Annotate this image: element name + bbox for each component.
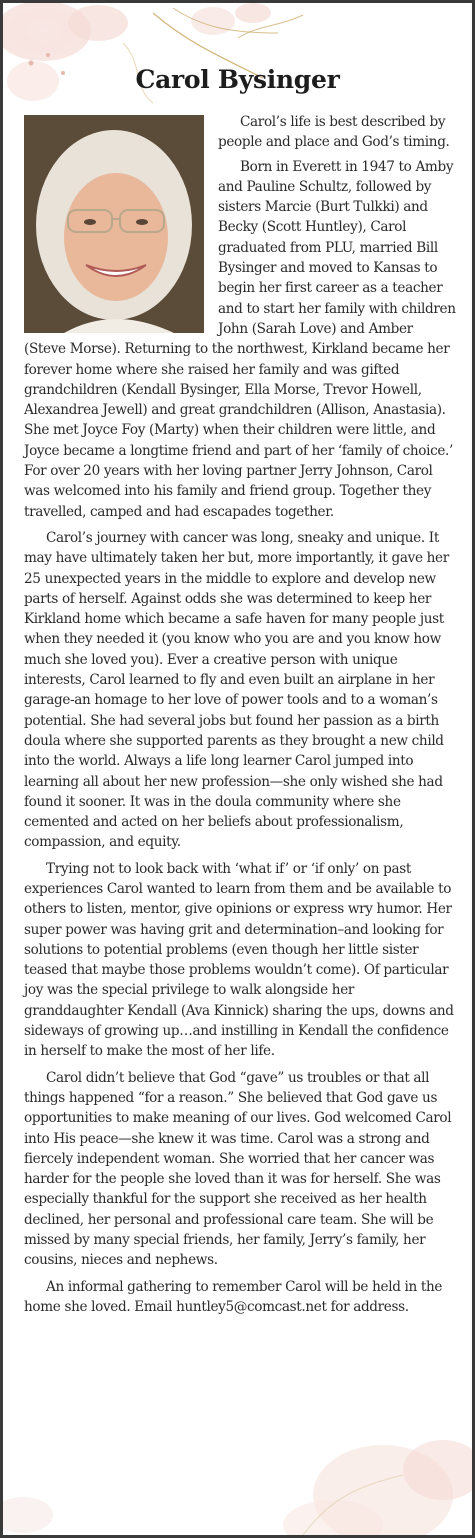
- floral-decoration-top: [3, 3, 472, 123]
- paragraph-2: Born in Everett in 1947 to Amby and Pauline Schultz, followed by sisters Marcie (Burt Tulkki) and Becky (Scott Huntley), Carol graduated from PLU, married Bill Bysinger and moved to Kansas to begin her first career as a teacher and to start her family with children John (Sarah Love) and Amber (Steve Morse). Returning to the northwest, Kirkland became her forever home where she raised her family and was gifted grandchildren (Kendall Bysinger, Ella Morse, Trevor Howell, Alexandrea Jewell) and great grandchildren (Allison, Anastasia). She met Joyce Foy (Marty) when their children were little, and Joyce became a longtime friend and part of her ‘family of choice.’ For over 20 years with her loving partner Jerry Johnson, Carol was welcomed into his family and friend group. Together they travelled, camped and had escapades together.: [24, 158, 456, 520]
- obituary-body: [24, 112, 457, 1323]
- obituary-title: Carol Bysinger: [135, 65, 340, 94]
- floral-decoration-bottom: [3, 1375, 472, 1535]
- portrait-photo: [24, 115, 204, 333]
- paragraph-1: Carol’s life is best described by people and place and God’s timing.: [218, 114, 450, 151]
- paragraph-3: Carol’s journey with cancer was long, sneaky and unique. It may have ultimately taken her but, more importantly, it gave her 25 unexpected years in the middle to explore and develop new parts of herself. Against odds she was determined to keep her Kirkland home which became a safe haven for many people just when they needed it (you know who you are and you know how much she loved you). Ever a creative person with unique interests, Carol learned to fly and even built an airplane in her garage-an homage to her love of power tools and to a woman’s potential. She had several jobs but found her passion as a birth doula where she supported parents as they brought a new child into the world. Always a life long learner Carol jumped into learning all about her new profession—she only wished she had found it sooner. It was in the doula community where she cemented and acted on her beliefs about professionalism, compassion, and equity.: [24, 529, 449, 851]
- paragraph-6: An informal gathering to remember Carol will be held in the home she loved. Email huntley5@comcast.net for address.: [24, 1278, 443, 1315]
- paragraph-5: Carol didn’t believe that God “gave” us troubles or that all things happened “for a reason.” She believed that God gave us opportunities to make meaning of our lives. God welcomed Carol into His peace—she knew it was time. Carol was a strong and fiercely independent woman. She worried that her cancer was harder for the people she loved than it was for herself. She was especially thankful for the support she received as her health declined, her personal and professional care team. She will be missed by many special friends, her family, Jerry’s family, her cousins, nieces and nephews.: [24, 1069, 452, 1269]
- paragraph-4: Trying not to look back with ‘what if’ or ‘if only’ on past experiences Carol wanted to learn from them and be available to others to listen, mentor, give opinions or express wry humor. Her super power was having grit and determination–and looking for solutions to potential problems (even though her little sister teased that maybe those problems wouldn’t come). Of particular joy was the special privilege to walk alongside her granddaughter Kendall (Ava Kinnick) sharing the ups, downs and sideways of growing up…and instilling in Kendall the confidence in herself to make the most of her life.: [24, 860, 454, 1060]
